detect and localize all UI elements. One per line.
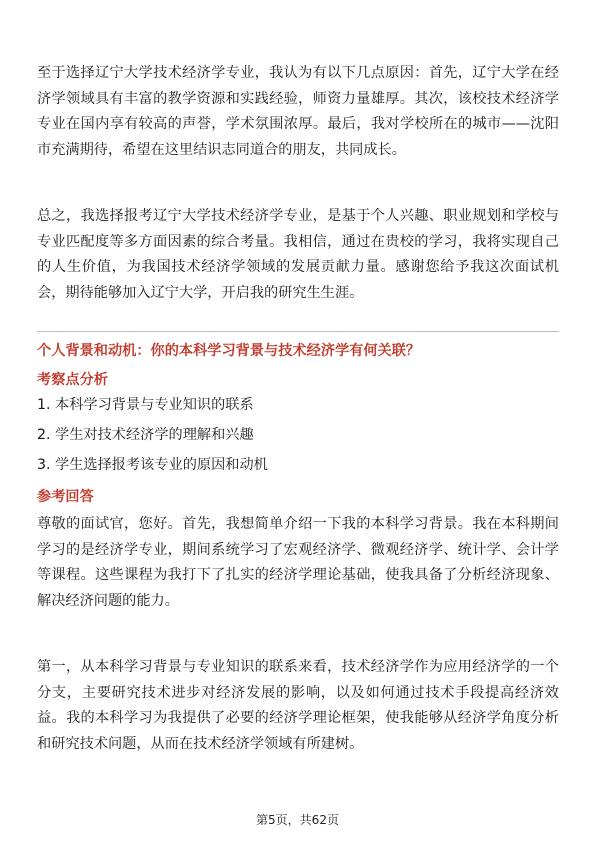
section-divider	[37, 331, 559, 332]
answer-paragraph-first: 第一，从本科学习背景与专业知识的联系来看，技术经济学作为应用经济学的一个分支，主要研究技术进步对经济发展的影响，以及如何通过技术手段提高经济效益。我的本科学习为我提供了必要的经济学理论框架，使我能够从经济学角度分析和研究技术问题，从而在技术经济学领域有所建树。	[37, 659, 559, 752]
page-number: 第5页，共62页	[256, 813, 339, 827]
question-heading: 个人背景和动机：你的本科学习背景与技术经济学有何关联？	[37, 343, 421, 359]
analysis-heading: 考察点分析	[37, 372, 108, 388]
analysis-item: 1. 本科学习背景与专业知识的联系	[37, 397, 254, 413]
paragraph-reasons: 至于选择辽宁大学技术经济学专业，我认为有以下几点原因：首先，辽宁大学在经济学领域具有丰富的教学资源和实践经验，师资力量雄厚。其次，该校技术经济学专业在国内享有较高的声誉，学术氛围浓厚。最后，我对学校所在的城市——沈阳市充满期待，希望在这里结识志同道合的朋友，共同成长。	[37, 65, 559, 158]
analysis-item: 3. 学生选择报考该专业的原因和动机	[37, 457, 268, 473]
answer-paragraph-intro: 尊敬的面试官，您好。首先，我想简单介绍一下我的本科学习背景。我在本科期间学习的是经济学专业，期间系统学习了宏观经济学、微观经济学、统计学、会计学等课程。这些课程为我打下了扎实的经济学理论基础，使我具备了分析经济现象、解决经济问题的能力。	[37, 516, 559, 609]
answer-heading: 参考回答	[37, 489, 94, 505]
paragraph-conclusion: 总之，我选择报考辽宁大学技术经济学专业，是基于个人兴趣、职业规划和学校与专业匹配度等多方面因素的综合考量。我相信，通过在贵校的学习，我将实现自己的人生价值，为我国技术经济学领域的发展贡献力量。感谢您给予我这次面试机会，期待能够加入辽宁大学，开启我的研究生生涯。	[37, 208, 559, 301]
analysis-item: 2. 学生对技术经济学的理解和兴趣	[37, 427, 254, 443]
